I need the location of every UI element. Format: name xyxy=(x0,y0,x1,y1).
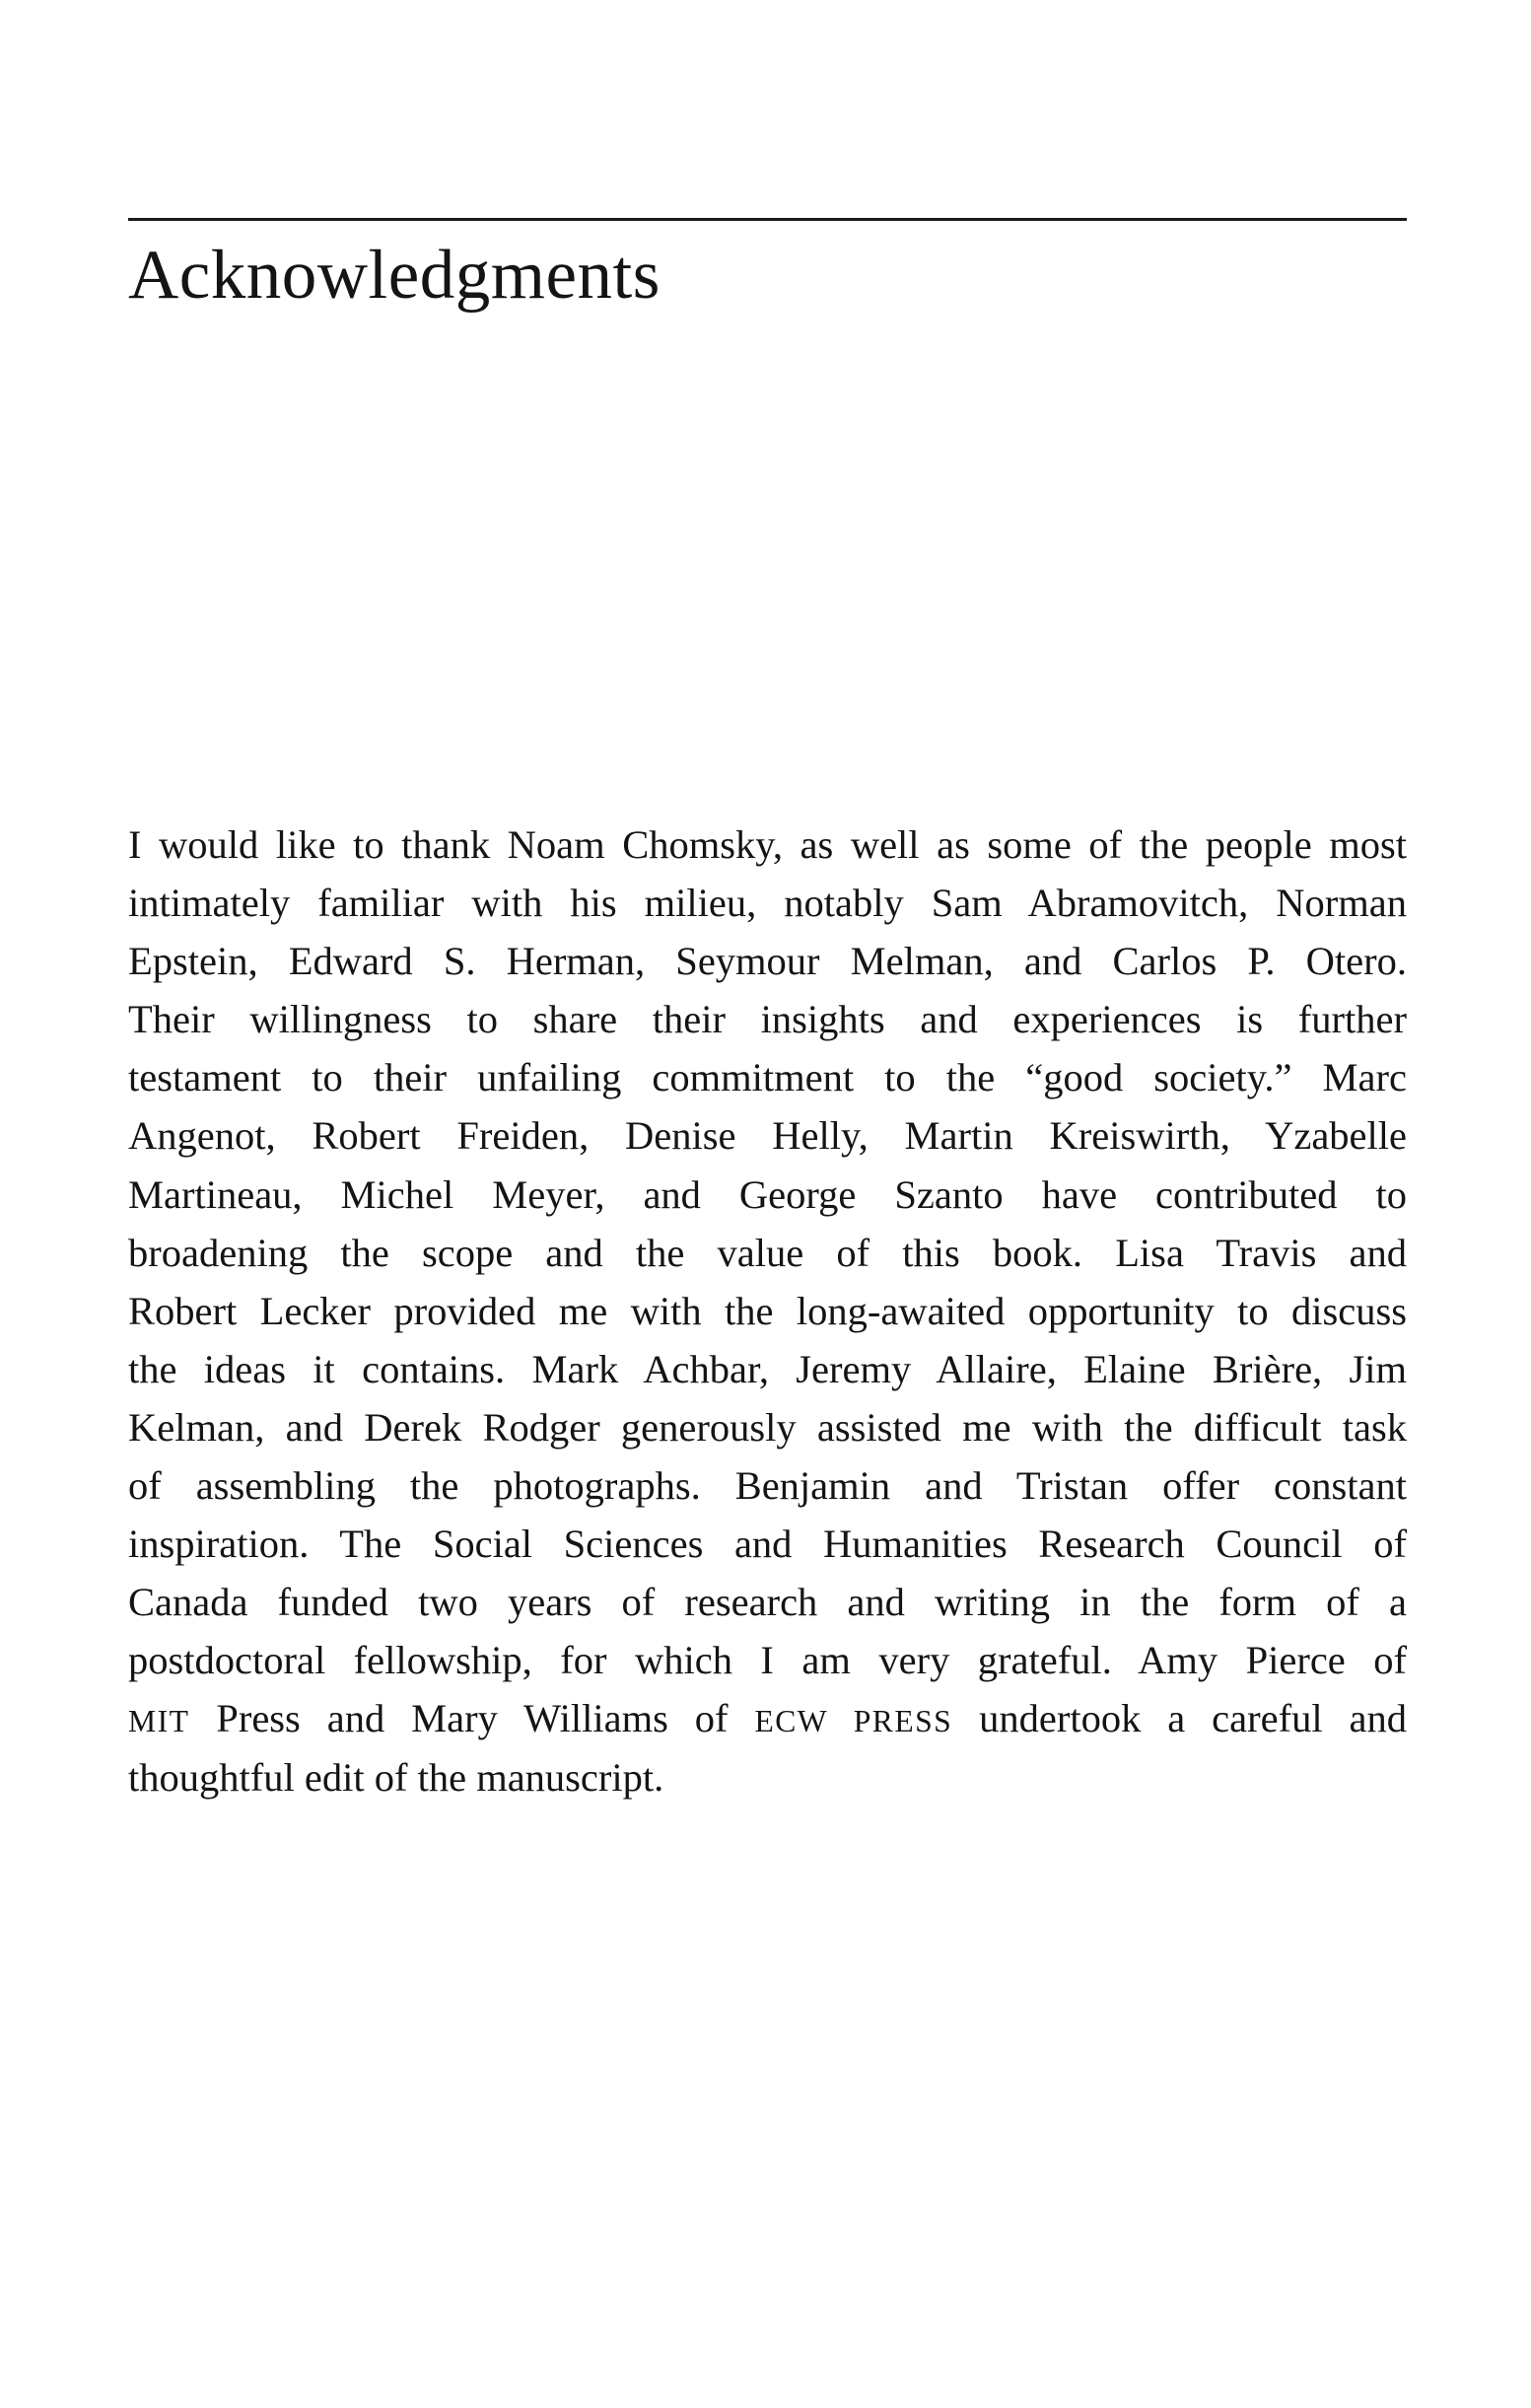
heading-rule xyxy=(128,218,1407,221)
paragraph-line: postdoctoral fellowship, for which I am very grateful. Amy Pierce of xyxy=(128,1638,1407,1683)
paragraph-last-line: thoughtful edit of the manuscript. xyxy=(128,1754,664,1800)
paragraph-line-publishers xyxy=(128,1689,1407,1747)
paragraph-line: Robert Lecker provided me with the long-awaited opportunity to discuss xyxy=(128,1288,1407,1333)
acknowledgments-paragraph xyxy=(128,815,1407,1806)
line-text: Press and Mary Williams of xyxy=(189,1696,755,1741)
paragraph-line: inspiration. The Social Sciences and Humanities Research Council of xyxy=(128,1522,1407,1567)
paragraph-line: the ideas it contains. Mark Achbar, Jeremy Allaire, Elaine Brière, Jim xyxy=(128,1346,1407,1391)
paragraph-line: Kelman, and Derek Rodger generously assisted me with the difficult task xyxy=(128,1404,1407,1450)
paragraph-line: I would like to thank Noam Chomsky, as well as some of the people most xyxy=(128,822,1407,867)
ecw-press-small-caps: ECW PRESS xyxy=(754,1704,953,1739)
paragraph-line: Epstein, Edward S. Herman, Seymour Melman, and Carlos P. Otero. xyxy=(128,939,1407,984)
mit-small-caps: MIT xyxy=(128,1704,190,1739)
line-text: undertook a careful and xyxy=(952,1696,1407,1741)
paragraph-line: testament to their unfailing commitment to the “good society.” Marc xyxy=(128,1055,1407,1100)
paragraph-line: Their willingness to share their insights and experiences is further xyxy=(128,997,1407,1042)
paragraph-line: Canada funded two years of research and writing in the form of a xyxy=(128,1580,1407,1625)
page-title: Acknowledgments xyxy=(128,237,661,314)
paragraph-line: Angenot, Robert Freiden, Denise Helly, Martin Kreiswirth, Yzabelle xyxy=(128,1113,1407,1159)
paragraph-line: Martineau, Michel Meyer, and George Szanto have contributed to xyxy=(128,1171,1407,1217)
paragraph-line: broadening the scope and the value of this book. Lisa Travis and xyxy=(128,1230,1407,1275)
paragraph-line: intimately familiar with his milieu, notably Sam Abramovitch, Norman xyxy=(128,881,1407,926)
paragraph-line: of assembling the photographs. Benjamin and Tristan offer constant xyxy=(128,1463,1407,1509)
